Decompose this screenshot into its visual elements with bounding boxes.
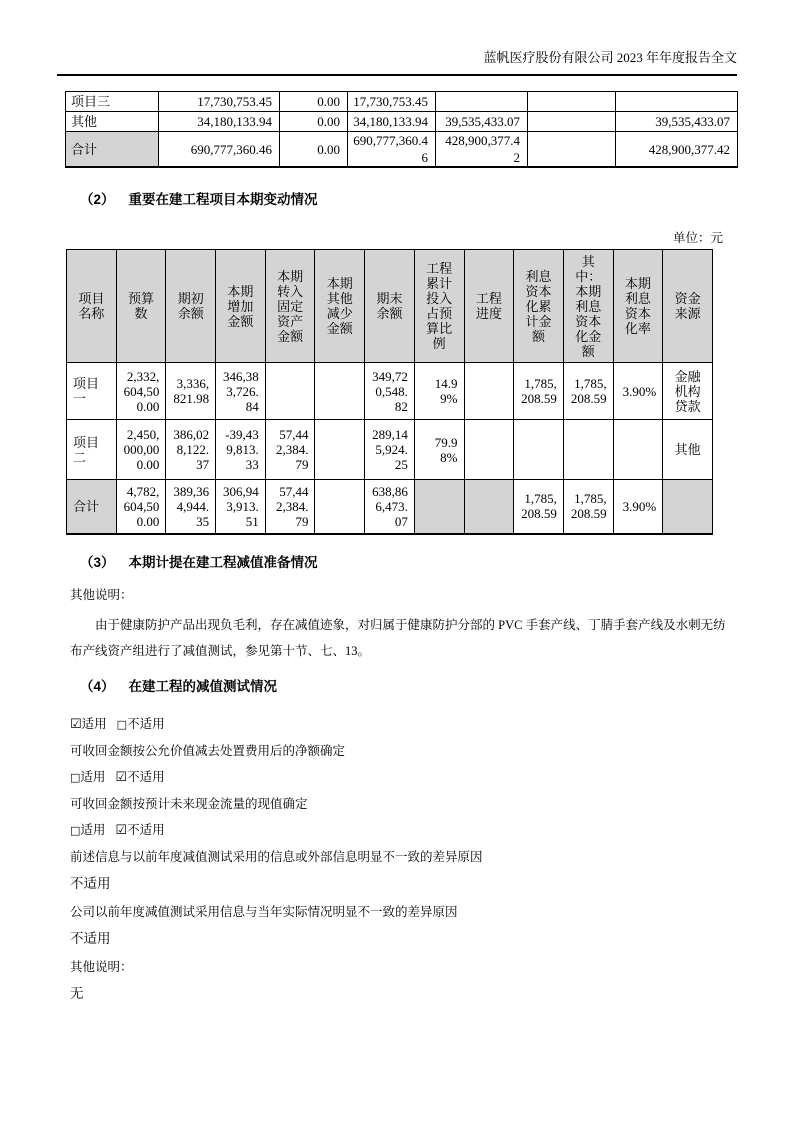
- cell: 386,028,122.37: [166, 420, 216, 480]
- cell: 3.90%: [613, 363, 663, 420]
- section-title: 本期计提在建工程减值准备情况: [128, 554, 318, 570]
- cell: 1,785,208.59: [563, 480, 613, 534]
- total-row: [66, 132, 738, 168]
- header-cell: 本期其他减少金额: [315, 250, 365, 363]
- cell: 14.99%: [414, 363, 464, 420]
- section-number: （2）: [80, 192, 115, 207]
- section-4-heading: [80, 678, 737, 696]
- option-label: 适用: [80, 822, 106, 837]
- option-applicable: [70, 717, 107, 731]
- section-number: （4）: [80, 678, 115, 694]
- header-cell: 预算数: [116, 250, 166, 363]
- cell: [315, 480, 365, 534]
- projects-table: [66, 249, 713, 535]
- header-cell: 项目名称: [67, 250, 117, 363]
- row-label: 项目三: [66, 92, 159, 112]
- recoverable-fair-value-line: 可收回金额按公允价值减去处置费用后的净额确定: [70, 743, 346, 758]
- table-row: [66, 112, 738, 132]
- cell: 3.90%: [613, 480, 663, 534]
- header-cell: 其中：本期利息资本化金额: [563, 250, 613, 363]
- section-3-heading: [80, 554, 737, 572]
- cell: 34,180,133.94: [159, 112, 280, 132]
- option-label: 适用: [81, 716, 107, 731]
- option-not-applicable: [115, 823, 164, 837]
- cell: [464, 420, 514, 480]
- option-applicable: [70, 823, 105, 837]
- applicability-line-1: [70, 717, 737, 732]
- option-label: 不适用: [127, 716, 165, 731]
- cell: [563, 420, 613, 480]
- header-row: [67, 250, 713, 363]
- cell: [514, 420, 564, 480]
- section-title: 在建工程的减值测试情况: [128, 678, 278, 694]
- cell: 金融机构贷款: [663, 363, 713, 420]
- cell: 690,777,360.46: [348, 132, 436, 168]
- row-label: 项目二: [67, 420, 117, 480]
- row-label: 其他: [66, 112, 159, 132]
- table-row: [66, 92, 738, 112]
- cell: 428,900,377.42: [616, 132, 738, 168]
- header-cell: 期末余额: [365, 250, 415, 363]
- cell: [464, 480, 514, 534]
- cell: 34,180,133.94: [348, 112, 436, 132]
- header-cell: 利息资本化累计金额: [514, 250, 564, 363]
- cell: 1,785,208.59: [514, 480, 564, 534]
- checkbox-checked-icon: ☑: [115, 769, 128, 785]
- not-applicable-answer-2: 不适用: [70, 930, 111, 946]
- cell: 4,782,604,500.00: [116, 480, 166, 534]
- cell: [528, 92, 616, 112]
- option-not-applicable: [117, 717, 165, 731]
- cell: 638,866,473.07: [365, 480, 415, 534]
- diff-actual-info-line: 公司以前年度减值测试采用信息与当年实际情况明显不一致的差异原因: [70, 904, 458, 919]
- cell: 2,332,604,500.00: [116, 363, 166, 420]
- header-cell: 工程进度: [464, 250, 514, 363]
- checkbox-unchecked-icon: □: [70, 770, 81, 784]
- cell: 39,535,433.07: [616, 112, 738, 132]
- total-label: 合计: [66, 132, 159, 168]
- cell: 2,450,000,000.00: [116, 420, 166, 480]
- diff-prior-info-line: 前述信息与以前年度减值测试采用的信息或外部信息明显不一致的差异原因: [70, 849, 483, 864]
- option-applicable: [70, 770, 105, 784]
- header-cell: 资金来源: [663, 250, 713, 363]
- cell: [265, 363, 315, 420]
- cell: [528, 132, 616, 168]
- cell: 0.00: [280, 92, 348, 112]
- option-label: 适用: [80, 769, 106, 784]
- header-cell: 本期转入固定资产金额: [265, 250, 315, 363]
- cell: 1,785,208.59: [514, 363, 564, 420]
- none-answer: 无: [70, 985, 84, 1001]
- option-not-applicable: [115, 770, 164, 784]
- applicability-line-2: [70, 770, 737, 785]
- checkbox-unchecked-icon: □: [70, 823, 81, 837]
- cell: 17,730,753.45: [159, 92, 280, 112]
- applicability-line-3: [70, 823, 737, 838]
- row-label: 项目一: [67, 363, 117, 420]
- cell: -39,439,813.33: [216, 420, 266, 480]
- total-row: [67, 480, 713, 534]
- cell: [663, 480, 713, 534]
- cell: [528, 112, 616, 132]
- cell: 3,336,821.98: [166, 363, 216, 420]
- cell: 39,535,433.07: [436, 112, 528, 132]
- header-cell: 期初余额: [166, 250, 216, 363]
- cell: 79.98%: [414, 420, 464, 480]
- section-2-heading: [80, 191, 737, 209]
- header-cell: 工程累计投入占预算比例: [414, 250, 464, 363]
- recoverable-present-value-line: 可收回金额按预计未来现金流量的现值确定: [70, 796, 308, 811]
- carryover-table: [65, 91, 738, 168]
- section-title: 重要在建工程项目本期变动情况: [128, 192, 318, 207]
- cell: 57,442,384.79: [265, 480, 315, 534]
- cell: 306,943,913.51: [216, 480, 266, 534]
- other-notes-label: 其他说明：: [70, 587, 133, 602]
- table-row: [67, 420, 713, 480]
- cell: [414, 480, 464, 534]
- header-cell: 本期利息资本化率: [613, 250, 663, 363]
- report-title: 蓝帆医疗股份有限公司 2023 年年度报告全文: [483, 50, 737, 65]
- cell: [616, 92, 738, 112]
- cell: 57,442,384.79: [265, 420, 315, 480]
- cell: 17,730,753.45: [348, 92, 436, 112]
- cell: [613, 420, 663, 480]
- cell: [315, 420, 365, 480]
- cell: [315, 363, 365, 420]
- cell: 428,900,377.42: [436, 132, 528, 168]
- cell: 289,145,924.25: [365, 420, 415, 480]
- cell: 其他: [663, 420, 713, 480]
- section-number: （3）: [80, 554, 115, 570]
- cell: 690,777,360.46: [159, 132, 280, 168]
- cell: [436, 92, 528, 112]
- header-cell: 本期增加金额: [216, 250, 266, 363]
- cell: 346,383,726.84: [216, 363, 266, 420]
- option-label: 不适用: [127, 769, 165, 784]
- checkbox-checked-icon: ☑: [115, 822, 128, 838]
- table-row: [67, 363, 713, 420]
- impairment-paragraph: 由于健康防护产品出现负毛利，存在减值迹象，对归属于健康防护分部的 PVC 手套产线、丁腈手套产线及水刺无纺布产线资产组进行了减值测试，参见第十节、七、13。: [70, 617, 726, 658]
- cell: 0.00: [280, 112, 348, 132]
- option-label: 不适用: [127, 822, 165, 837]
- other-notes-label-2: 其他说明：: [70, 959, 133, 974]
- cell: 349,720,548.82: [365, 363, 415, 420]
- not-applicable-answer-1: 不适用: [70, 875, 111, 891]
- checkbox-unchecked-icon: □: [116, 717, 128, 731]
- cell: [464, 363, 514, 420]
- cell: 389,364,944.35: [166, 480, 216, 534]
- page-header: [57, 50, 737, 76]
- total-label: 合计: [67, 480, 117, 534]
- cell: 0.00: [280, 132, 348, 168]
- unit-label: 单位：元: [672, 231, 723, 245]
- cell: 1,785,208.59: [563, 363, 613, 420]
- checkbox-checked-icon: ☑: [70, 716, 82, 732]
